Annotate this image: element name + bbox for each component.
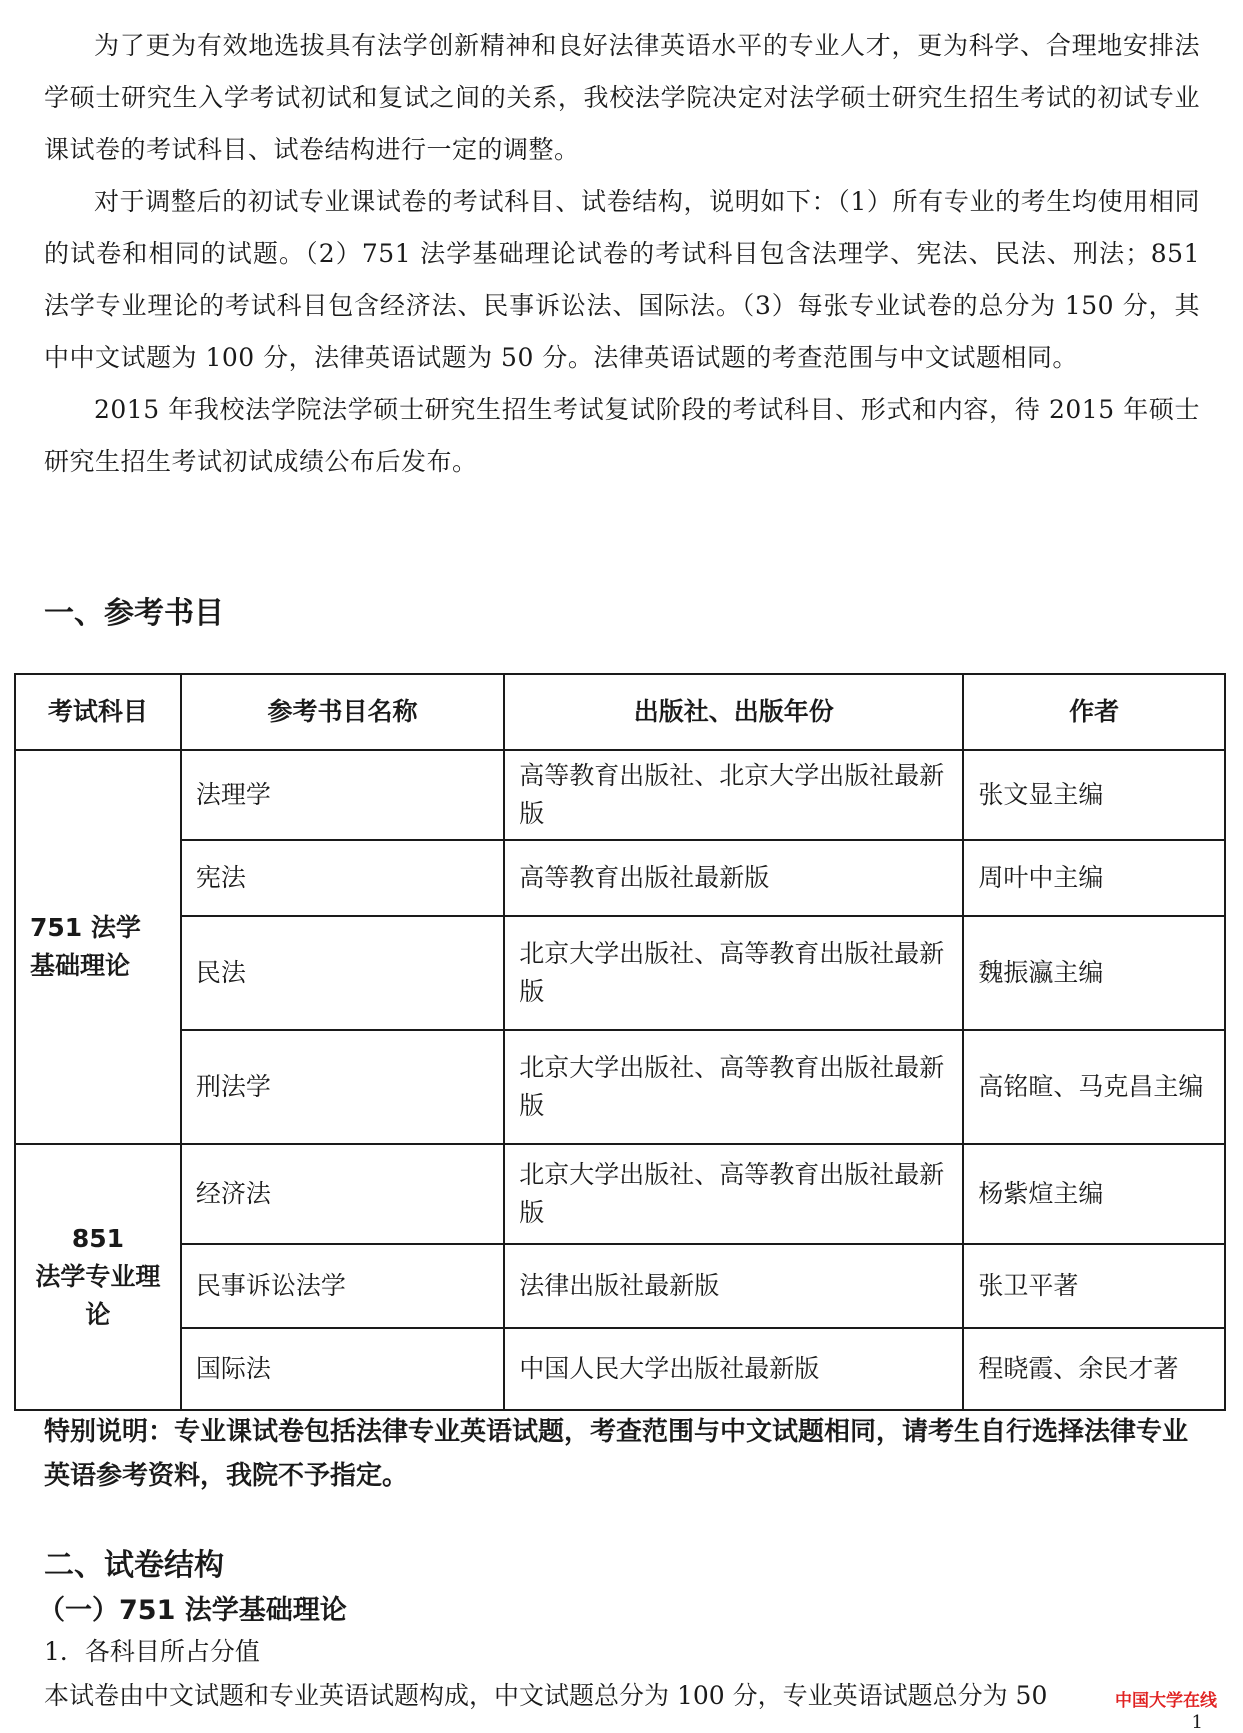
publisher-cell: 北京大学出版社、高等教育出版社最新版 <box>504 1144 963 1244</box>
subject-751: 751 法学基础理论 <box>15 750 181 1144</box>
publisher-cell: 中国人民大学出版社最新版 <box>504 1328 963 1410</box>
reference-table <box>14 673 1226 1411</box>
watermark-logo: 中国大学在线 <box>1115 1691 1217 1711</box>
book-cell: 宪法 <box>181 840 504 916</box>
table-header-row <box>15 674 1225 750</box>
section-title-structure: 二、试卷结构 <box>44 1548 224 1583</box>
intro-paragraph-1: 为了更为有效地选拔具有法学创新精神和良好法律英语水平的专业人才，更为科学、合理地安排法学硕士研究生入学考试初试和复试之间的关系，我校法学院决定对法学硕士研究生招生考试的初试专业课试卷的考试科目、试卷结构进行一定的调整。 <box>44 31 1200 164</box>
book-cell: 民事诉讼法学 <box>181 1244 504 1328</box>
table-row <box>15 1144 1225 1244</box>
table-row <box>15 1328 1225 1410</box>
table-row <box>15 840 1225 916</box>
author-cell: 张文显主编 <box>963 750 1225 840</box>
table-row <box>15 1030 1225 1144</box>
intro-paragraph-3: 2015 年我校法学院法学硕士研究生招生考试复试阶段的考试科目、形式和内容，待 2015 年硕士研究生招生考试初试成绩公布后发布。 <box>44 395 1200 476</box>
book-cell: 民法 <box>181 916 504 1030</box>
subject-851 <box>15 1144 181 1410</box>
page-number: 1 <box>1191 1712 1203 1733</box>
table-row <box>15 750 1225 840</box>
table-row <box>15 916 1225 1030</box>
author-cell: 高铭暄、马克昌主编 <box>963 1030 1225 1144</box>
author-cell: 魏振瀛主编 <box>963 916 1225 1030</box>
book-cell: 刑法学 <box>181 1030 504 1144</box>
header-publisher: 出版社、出版年份 <box>504 674 963 750</box>
book-cell: 国际法 <box>181 1328 504 1410</box>
author-cell: 杨紫煊主编 <box>963 1144 1225 1244</box>
header-book: 参考书目名称 <box>181 674 504 750</box>
intro-section <box>44 20 1200 488</box>
table-row <box>15 1244 1225 1328</box>
header-subject: 考试科目 <box>15 674 181 750</box>
book-cell: 法理学 <box>181 750 504 840</box>
subject-851-code: 851 <box>71 1224 124 1253</box>
publisher-cell: 北京大学出版社、高等教育出版社最新版 <box>504 916 963 1030</box>
header-author: 作者 <box>963 674 1225 750</box>
section-title-references: 一、参考书目 <box>44 596 224 631</box>
item-scores: 1．各科目所占分值 <box>44 1637 260 1666</box>
publisher-cell: 高等教育出版社最新版 <box>504 840 963 916</box>
intro-paragraph-2: 对于调整后的初试专业课试卷的考试科目、试卷结构，说明如下：（1）所有专业的考生均使用相同的试卷和相同的试题。（2）751 法学基础理论试卷的考试科目包含法理学、宪法、民法、刑法；851 法学专业理论的考试科目包含经济法、民事诉讼法、国际法。（3）每张专业试卷的总分为 150 分，其中中文试题为 100 分，法律英语试题为 50 分。法律英语试题的考查范围与中文试题相同。 <box>44 187 1200 372</box>
subsection-title-751: （一）751 法学基础理论 <box>38 1595 347 1626</box>
publisher-cell: 法律出版社最新版 <box>504 1244 963 1328</box>
structure-body: 本试卷由中文试题和专业英语试题构成，中文试题总分为 100 分，专业英语试题总分为 50 <box>44 1681 1048 1710</box>
publisher-cell: 北京大学出版社、高等教育出版社最新版 <box>504 1030 963 1144</box>
author-cell: 周叶中主编 <box>963 840 1225 916</box>
special-note: 特别说明：专业课试卷包括法律专业英语试题，考查范围与中文试题相同，请考生自行选择法律专业英语参考资料，我院不予指定。 <box>44 1417 1189 1491</box>
author-cell: 张卫平著 <box>963 1244 1225 1328</box>
book-cell: 经济法 <box>181 1144 504 1244</box>
subject-851-name: 法学专业理论 <box>35 1262 161 1329</box>
author-cell: 程晓霞、余民才著 <box>963 1328 1225 1410</box>
publisher-cell: 高等教育出版社、北京大学出版社最新版 <box>504 750 963 840</box>
